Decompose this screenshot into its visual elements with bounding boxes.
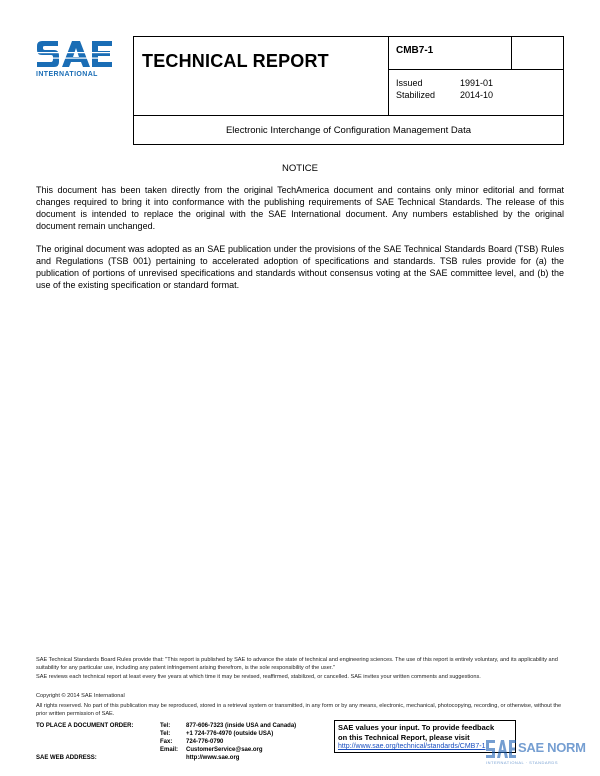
document-number: CMB7-1: [396, 45, 434, 56]
stabilized-value: 2014-10: [460, 90, 494, 100]
tel-label: Tel:: [160, 731, 171, 737]
fax-value: 724-776-0790: [186, 739, 224, 745]
sae-logo: [36, 38, 116, 78]
web-label: SAE WEB ADDRESS:: [36, 755, 97, 761]
report-header: [133, 36, 564, 116]
document-title: Electronic Interchange of Configuration Management Data: [133, 116, 564, 145]
fine-print-review: SAE reviews each technical report at least every five years at which time it may be revised, reaffirmed, stabilized, or cancelled. SAE invites your written comments and suggestions.: [36, 674, 481, 680]
email-label: Email:: [160, 747, 179, 753]
sae-watermark-logo: [486, 740, 516, 760]
report-type-title: TECHNICAL REPORT: [142, 51, 329, 71]
web-value[interactable]: http://www.sae.org: [186, 755, 240, 761]
issued-label: Issued: [396, 78, 423, 88]
sae-logo-mark: [36, 38, 114, 70]
feedback-text: on this Technical Report, please visit: [338, 732, 470, 742]
rights-reserved: All rights reserved. No part of this publication may be reproduced, stored in a retrieval system or transmitted, in any form or by any means, electronic, mechanical, photocopying, recording, or otherwise, without the prior written permission of SAE.: [36, 703, 562, 717]
fine-print-rules: SAE Technical Standards Board Rules provide that: "This report is published by SAE to advance the state of technical and engineering sciences. The use of this report is entirely voluntary, and its applicability and suitability for any particular use, including any patent infringement arising therefrom, is the sole responsibility of the user.": [36, 657, 558, 671]
feedback-link[interactable]: http://www.sae.org/technical/standards/CMB7-1: [338, 743, 486, 750]
feedback-text: SAE values your input. To provide feedback: [338, 723, 495, 732]
notice-paragraph: This document has been taken directly from the original TechAmerica document and contains only minor editorial and format changes required to bring it into conformance with the publishing requirements of SAE Technical Standards. The release of this document is intended to replace the original with the SAE International document. Any numbers established by the original document remain unchanged.: [36, 185, 564, 231]
watermark-subtext: INTERNATIONAL · STANDARDS: [486, 760, 558, 765]
watermark-text: SAE NORM: [518, 740, 586, 755]
tel-label: Tel:: [160, 723, 171, 729]
tel-value: +1 724-776-4970 (outside USA): [186, 731, 274, 737]
stabilized-row: [396, 90, 494, 100]
header-divider: [388, 37, 389, 116]
logo-subtitle: INTERNATIONAL: [36, 71, 98, 78]
header-divider: [388, 69, 564, 70]
header-divider: [511, 37, 512, 70]
email-value: CustomerService@sae.org: [186, 747, 263, 753]
notice-paragraph: The original document was adopted as an SAE publication under the provisions of the SAE Technical Standards Board (TSB) Rules and Regulations (TSB 001) pertaining to accelerated adoption of specifications and standards. TSB rules provide for (a) the publication of portions of unrevised specifications and standards without consensus voting at the SAE committee level, and (b) the use of the existing specification or standard format.: [36, 244, 564, 290]
sae-norm-watermark: [486, 738, 600, 770]
copyright: Copyright © 2014 SAE International: [36, 693, 125, 699]
issued-value: 1991-01: [460, 78, 494, 88]
issued-row: [396, 78, 494, 88]
order-label: TO PLACE A DOCUMENT ORDER:: [36, 723, 134, 729]
stabilized-label: Stabilized: [396, 90, 436, 100]
notice-heading: NOTICE: [282, 163, 318, 174]
fax-label: Fax:: [160, 739, 173, 745]
tel-value: 877-606-7323 (inside USA and Canada): [186, 723, 297, 729]
